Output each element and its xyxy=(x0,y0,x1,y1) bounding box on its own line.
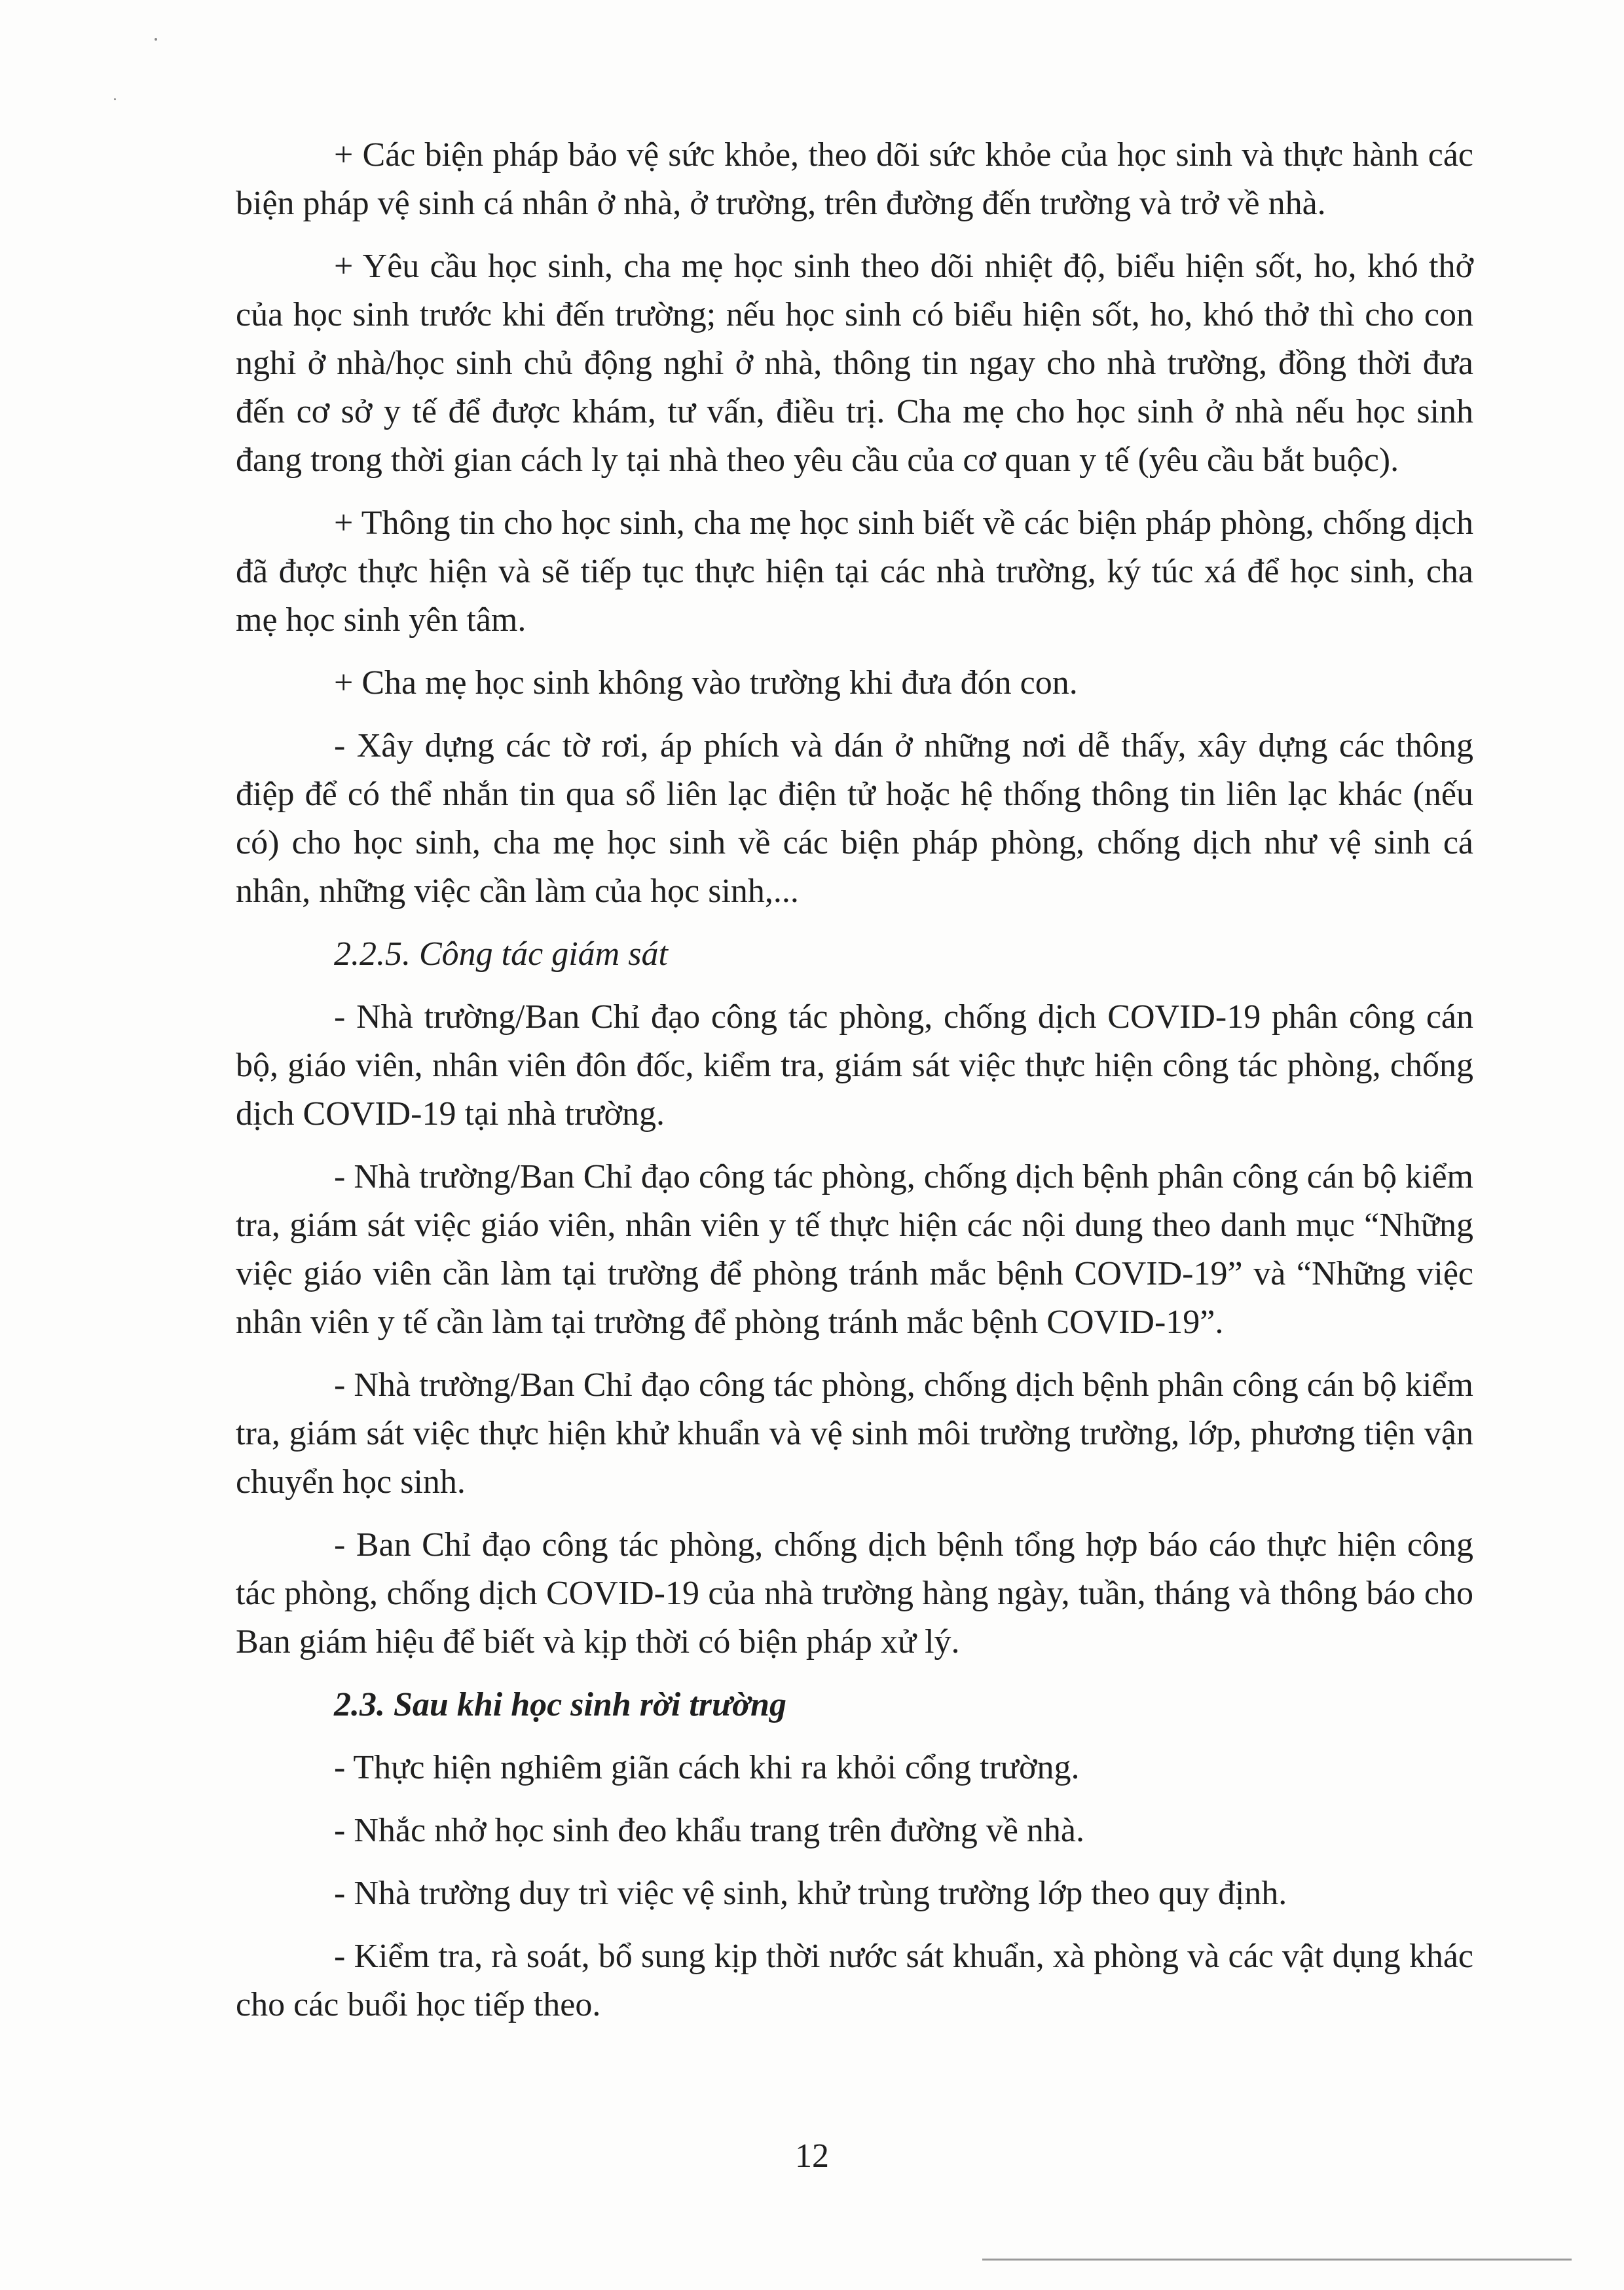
paragraph-assign-staff: - Nhà trường/Ban Chỉ đạo công tác phòng, chống dịch COVID-19 phân công cán bộ, giáo viên, nhân viên đôn đốc, kiểm tra, giám sát việc thực hiện công tác phòng, chống dịch COVID-19 tại nhà trường. xyxy=(236,998,1473,1133)
paragraph-distancing-exit: - Thực hiện nghiêm giãn cách khi ra khỏi cổng trường. xyxy=(334,1749,1080,1786)
paragraph-maintain-cleaning: - Nhà trường duy trì việc vệ sinh, khử trùng trường lớp theo quy định. xyxy=(334,1875,1287,1912)
paragraph-report-summary: - Ban Chỉ đạo công tác phòng, chống dịch bệnh tổng hợp báo cáo thực hiện công tác phòng, chống dịch COVID-19 của nhà trường hàng ngày, tuần, tháng và thông báo cho Ban giám hiệu để biết và kịp thời có biện pháp xử lý. xyxy=(236,1526,1473,1661)
paragraph-inspect-disinfection: - Nhà trường/Ban Chỉ đạo công tác phòng, chống dịch bệnh phân công cán bộ kiểm tra, giám sát việc thực hiện khử khuẩn và vệ sinh môi trường trường, lớp, phương tiện vận chuyển học sinh. xyxy=(236,1366,1473,1501)
paragraph-inspect-teachers: - Nhà trường/Ban Chỉ đạo công tác phòng, chống dịch bệnh phân công cán bộ kiểm tra, giám sát việc giáo viên, nhân viên y tế thực hiện các nội dung theo danh mục “Những việc giáo viên cần làm tại trường để phòng tránh mắc bệnh COVID-19” và “Những việc nhân viên y tế cần làm tại trường để phòng tránh mắc bệnh COVID-19”. xyxy=(236,1158,1473,1341)
paragraph-health-measures: + Các biện pháp bảo vệ sức khỏe, theo dõi sức khỏe của học sinh và thực hành các biện pháp vệ sinh cá nhân ở nhà, ở trường, trên đường đến trường và trở về nhà. xyxy=(236,136,1473,222)
paragraph-parents-not-enter: + Cha mẹ học sinh không vào trường khi đưa đón con. xyxy=(334,664,1078,702)
section-heading-2-3: 2.3. Sau khi học sinh rời trường xyxy=(334,1686,786,1723)
paragraph-inform-students-parents: + Thông tin cho học sinh, cha mẹ học sinh biết về các biện pháp phòng, chống dịch đã được thực hiện và sẽ tiếp tục thực hiện tại các nhà trường, ký túc xá để học sinh, cha mẹ học sinh yên tâm. xyxy=(236,504,1473,639)
footer-divider xyxy=(982,2259,1572,2261)
paragraph-mask-reminder: - Nhắc nhở học sinh đeo khẩu trang trên đường về nhà. xyxy=(334,1812,1084,1849)
paragraph-temperature-monitoring: + Yêu cầu học sinh, cha mẹ học sinh theo dõi nhiệt độ, biểu hiện sốt, ho, khó thở của học sinh trước khi đến trường; nếu học sinh có biểu hiện sốt, ho, khó thở thì cho con nghỉ ở nhà/học sinh chủ động nghỉ ở nhà, thông tin ngay cho nhà trường, đồng thời đưa đến cơ sở y tế để được khám, tư vấn, điều trị. Cha mẹ cho học sinh ở nhà nếu học sinh đang trong thời gian cách ly tại nhà theo yêu cầu của cơ quan y tế (yêu cầu bắt buộc). xyxy=(236,248,1473,479)
paragraph-resupply-items: - Kiểm tra, rà soát, bổ sung kịp thời nước sát khuẩn, xà phòng và các vật dụng khác cho các buổi học tiếp theo. xyxy=(236,1938,1473,2023)
scan-speck xyxy=(114,98,116,100)
section-heading-2-2-5: 2.2.5. Công tác giám sát xyxy=(334,935,668,973)
scan-speck xyxy=(155,38,157,41)
page-number: 12 xyxy=(795,2137,829,2175)
document-body xyxy=(236,131,1473,2044)
paragraph-leaflets-posters: - Xây dựng các tờ rơi, áp phích và dán ở những nơi dễ thấy, xây dựng các thông điệp để có thể nhắn tin qua sổ liên lạc điện tử hoặc hệ thống thông tin liên lạc khác (nếu có) cho học sinh, cha mẹ học sinh về các biện pháp phòng, chống dịch như vệ sinh cá nhân, những việc cần làm của học sinh,... xyxy=(236,727,1473,910)
